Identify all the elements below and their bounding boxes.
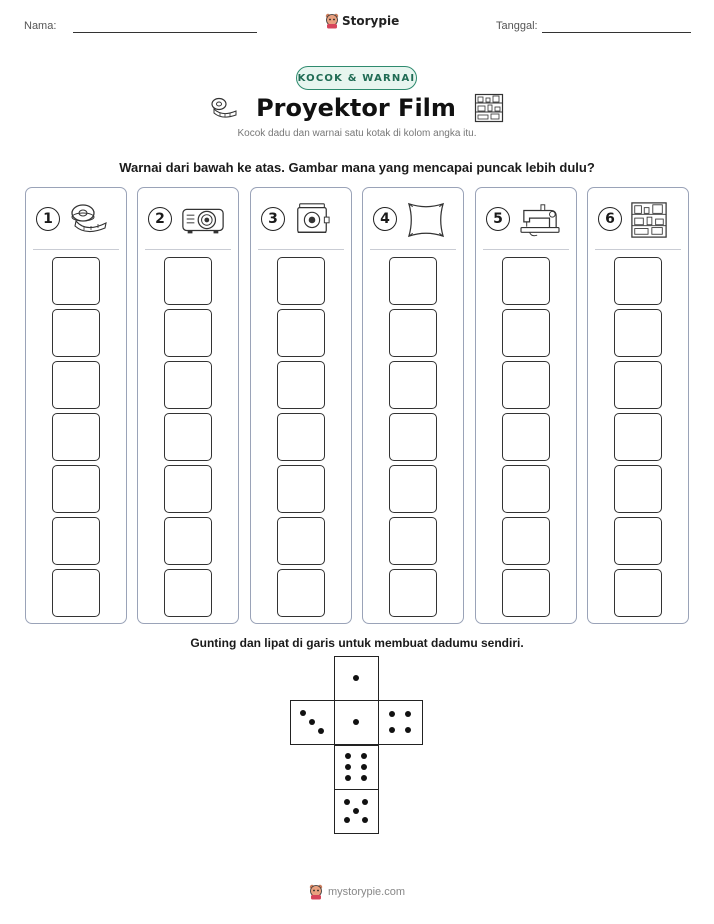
shelf-icon [630,201,670,237]
color-box[interactable] [164,465,212,513]
dice-pip [389,711,395,717]
column-header [373,200,457,238]
brand-name: Storypie [342,14,400,28]
color-box[interactable] [389,257,437,305]
color-box[interactable] [502,517,550,565]
color-box[interactable] [164,413,212,461]
column-number: 3 [261,207,285,231]
color-box[interactable] [277,517,325,565]
dice-pip [353,719,359,725]
title-row [0,92,714,124]
dice-pip [300,710,306,716]
dice-pip [353,675,359,681]
dice-pip [361,775,367,781]
color-box[interactable] [389,517,437,565]
film-reel-icon [210,97,238,119]
column-number: 2 [148,207,172,231]
screen-cloth-icon [405,201,445,237]
color-box[interactable] [164,257,212,305]
color-box[interactable] [614,257,662,305]
column-divider [258,249,344,250]
column-3 [250,187,352,624]
color-box[interactable] [277,361,325,409]
color-box[interactable] [164,569,212,617]
dice-pip [345,775,351,781]
color-box[interactable] [389,465,437,513]
color-box[interactable] [277,413,325,461]
brand-logo [325,13,399,29]
color-box[interactable] [614,309,662,357]
dice-pip [362,817,368,823]
film-canister-icon [293,201,333,237]
column-divider [33,249,119,250]
color-box[interactable] [502,465,550,513]
color-box[interactable] [52,257,100,305]
color-box[interactable] [277,465,325,513]
color-box[interactable] [389,361,437,409]
color-box[interactable] [52,361,100,409]
bear-icon [308,884,324,900]
question-text: Warnai dari bawah ke atas. Gambar mana yang mencapai puncak lebih dulu? [119,160,595,175]
color-box[interactable] [277,569,325,617]
name-line [73,32,257,33]
footer [308,884,405,900]
color-box[interactable] [614,517,662,565]
dice-pip [405,727,411,733]
color-box[interactable] [502,569,550,617]
color-box[interactable] [52,309,100,357]
column-number: 4 [373,207,397,231]
dice-pip [309,719,315,725]
subtitle: Kocok dadu dan warnai satu kotak di kolom angka itu. [237,128,477,139]
dice-pip [362,799,368,805]
film-reel-icon [68,201,108,237]
color-box[interactable] [164,309,212,357]
dice-pip [361,764,367,770]
dice-face-1 [334,700,379,745]
column-number: 5 [486,207,510,231]
column-divider [145,249,231,250]
color-box[interactable] [52,413,100,461]
column-5 [475,187,577,624]
color-box[interactable] [502,413,550,461]
dice-instruction: Gunting dan lipat di garis untuk membuat dadumu sendiri. [190,636,524,650]
column-divider [370,249,456,250]
column-4 [362,187,464,624]
dice-face-4 [378,700,423,745]
dice-pip [318,728,324,734]
color-box[interactable] [614,361,662,409]
dice-face-5 [334,789,379,834]
dice-face-3 [290,700,335,745]
dice-face-6 [334,745,379,790]
column-divider [483,249,569,250]
color-box[interactable] [502,361,550,409]
dice-pip [353,808,359,814]
color-box[interactable] [389,309,437,357]
dice-pip [389,727,395,733]
date-label: Tanggal: [496,20,538,32]
color-box[interactable] [164,361,212,409]
color-box[interactable] [389,569,437,617]
color-box[interactable] [52,569,100,617]
color-box[interactable] [164,517,212,565]
color-box[interactable] [614,413,662,461]
column-header [598,200,682,238]
color-box[interactable] [614,465,662,513]
column-6 [587,187,689,624]
dice-pip [344,817,350,823]
column-number: 1 [36,207,60,231]
dice-pip [345,764,351,770]
bear-icon [325,13,339,29]
column-2 [137,187,239,624]
color-box[interactable] [52,517,100,565]
activity-badge: KOCOK & WARNAI [296,66,417,90]
column-header [36,200,120,238]
shelf-icon [474,93,504,123]
color-box[interactable] [502,309,550,357]
color-box[interactable] [52,465,100,513]
column-divider [595,249,681,250]
dice-pip [344,799,350,805]
color-box[interactable] [277,257,325,305]
dice-pip [361,753,367,759]
projector-icon [180,201,220,237]
color-box[interactable] [277,309,325,357]
name-label: Nama: [24,20,57,32]
column-number: 6 [598,207,622,231]
footer-url: mystorypie.com [328,886,406,898]
color-box[interactable] [389,413,437,461]
dice-face-1 [334,656,379,701]
color-box[interactable] [614,569,662,617]
column-1 [25,187,127,624]
color-box[interactable] [502,257,550,305]
column-header [486,200,570,238]
dice-pip [405,711,411,717]
dice-pip [345,753,351,759]
page-title: Proyektor Film [256,94,456,122]
column-header [261,200,345,238]
date-line [542,32,691,33]
sewing-machine-icon [518,201,558,237]
column-header [148,200,232,238]
